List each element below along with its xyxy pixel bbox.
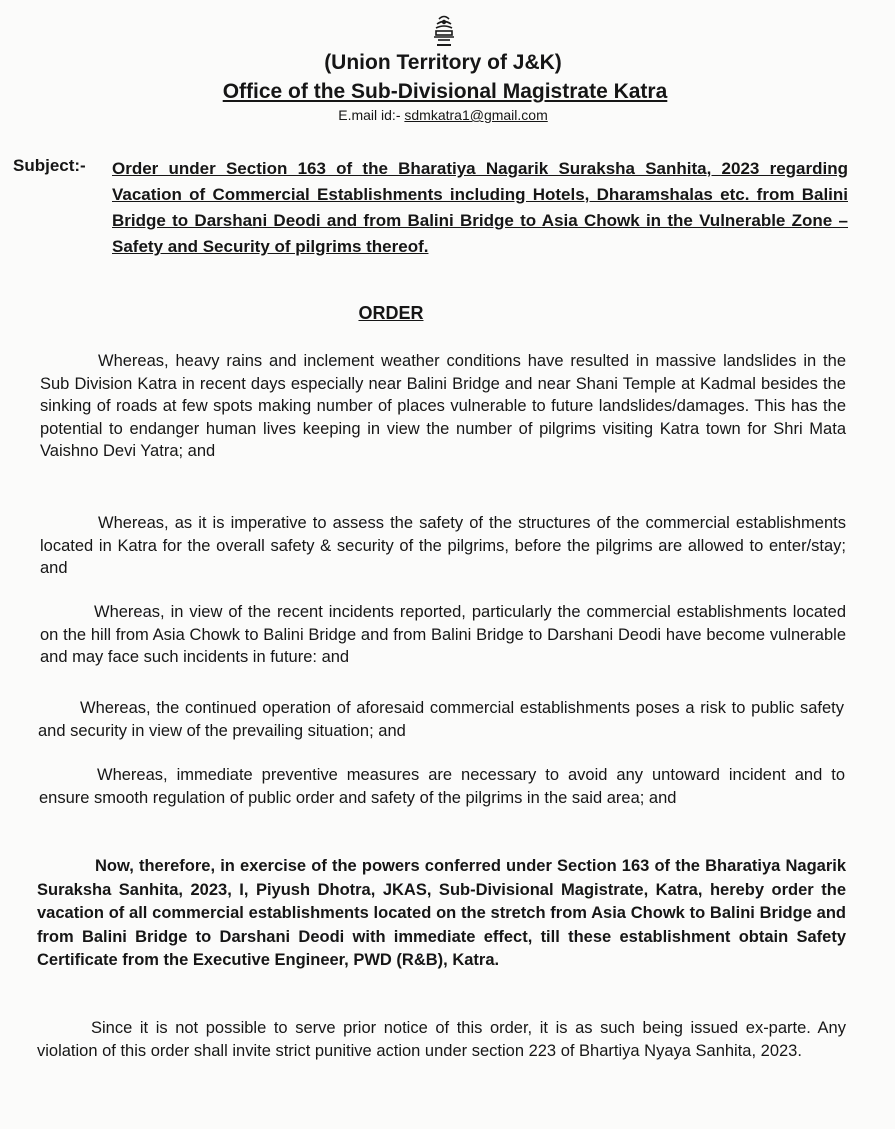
paragraph: Whereas, in view of the recent incidents reported, particularly the commercial establishments located on the hill from Asia Chowk to Balini Bridge and from Balini Bridge to Darshani Deodi have become vulnerable and may face such incidents in future: and: [40, 603, 846, 666]
email-address: sdmkatra1@gmail.com: [404, 107, 548, 123]
subject-text: Order under Section 163 of the Bharatiya Nagarik Suraksha Sanhita, 2023 regarding Vacation of Commercial Establishments including Hotels, Dharamshalas etc. from Balini Bridge to Darshani Deodi and from Balini Bridge to Asia Chowk in the Vulnerable Zone – Safety and Security of pilgrims thereof.: [112, 159, 848, 256]
union-territory-heading: (Union Territory of J&K): [324, 51, 562, 74]
paragraph: Whereas, heavy rains and inclement weather conditions have resulted in massive landslides in the Sub Division Katra in recent days especially near Balini Bridge and near Shani Temple at Kadmal besides the sinking of roads at few spots making number of places vulnerable to future landslides/damages. This has the potential to endanger human lives keeping in view the number of pilgrims visiting Katra town for Shri Mata Vaishno Devi Yatra; and: [40, 352, 846, 460]
office-heading: Office of the Sub-Divisional Magistrate Katra: [222, 80, 668, 103]
paragraph: Whereas, the continued operation of aforesaid commercial establishments poses a risk to public safety and security in view of the prevailing situation; and: [38, 699, 844, 740]
paragraph: Since it is not possible to serve prior notice of this order, it is as such being issued ex-parte. Any violation of this order shall invite strict punitive action under section 223 of Bhartiya Nyaya Sanhita, 2023.: [37, 1019, 846, 1060]
email-label: E.mail id:-: [338, 107, 405, 123]
national-emblem-icon: [428, 14, 460, 50]
operative-paragraph: Now, therefore, in exercise of the powers conferred under Section 163 of the Bharatiya Nagarik Suraksha Sanhita, 2023, I, Piyush Dhotra, JKAS, Sub-Divisional Magistrate, Katra, hereby order the vacation of all commercial establishments located on the stretch from Asia Chowk to Balini Bridge and from Balini Bridge to Darshani Deodi with immediate effect, till these establishment obtain Safety Certificate from the Executive Engineer, PWD (R&B), Katra.: [37, 857, 846, 969]
paragraph: Whereas, as it is imperative to assess the safety of the structures of the commercial establishments located in Katra for the overall safety & security of the pilgrims, before the pilgrims are allowed to enter/stay; and: [40, 514, 846, 577]
paragraph: Whereas, immediate preventive measures are necessary to avoid any untoward incident and to ensure smooth regulation of public order and safety of the pilgrims in the said area; and: [39, 766, 845, 807]
email-line: [0, 107, 886, 123]
subject-label: Subject:-: [13, 156, 86, 175]
order-title: ORDER: [358, 303, 424, 323]
